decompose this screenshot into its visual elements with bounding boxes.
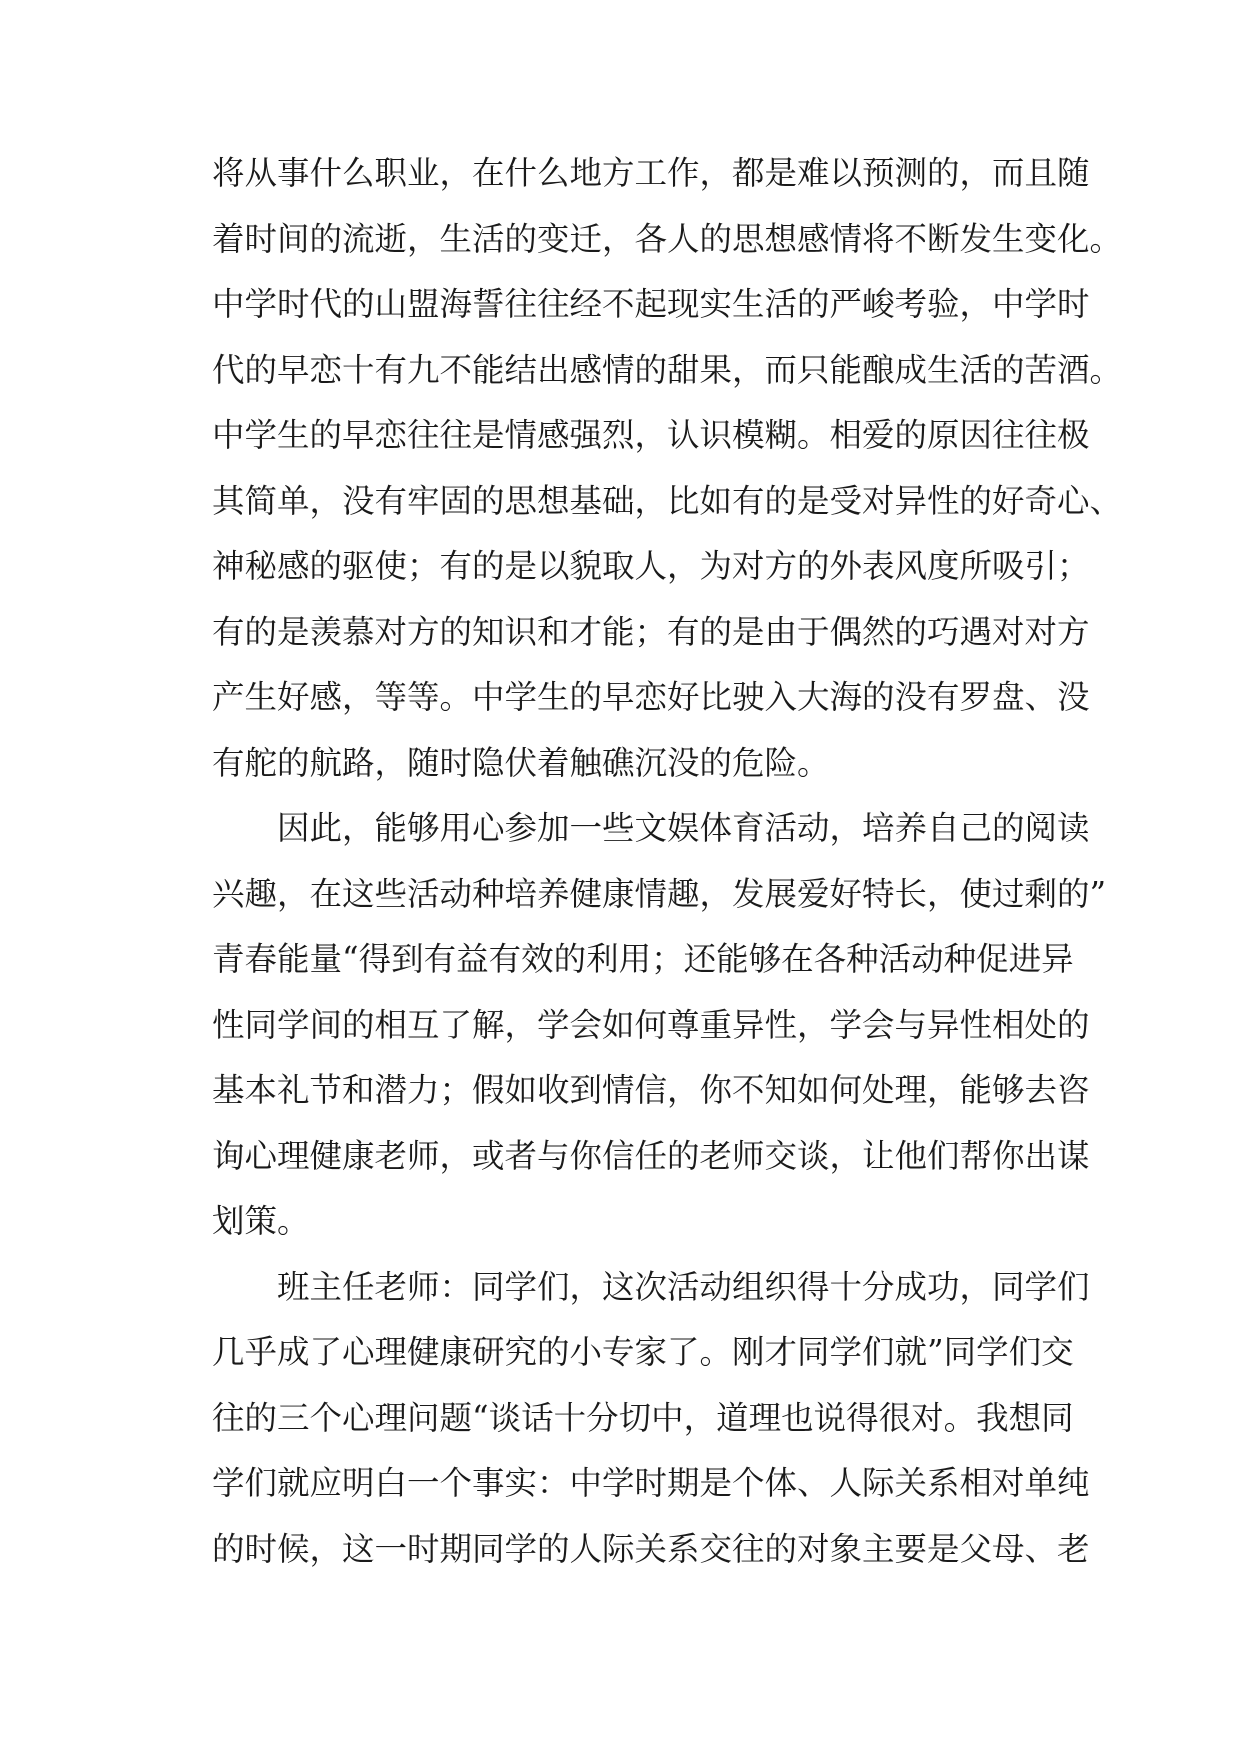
document-body — [212, 151, 1123, 1592]
text-line: 其简单，没有牢固的思想基础，比如有的是受对异性的好奇心、 — [212, 481, 1123, 520]
text-line: 的时候，这一时期同学的人际关系交往的对象主要是父母、老 — [212, 1529, 1090, 1568]
text-line: 中学生的早恋往往是情感强烈，认识模糊。相爱的原因往往极 — [212, 416, 1090, 454]
text-line: 划策。 — [212, 1202, 310, 1240]
text-line: 性同学间的相互了解，学会如何尊重异性，学会与异性相处的 — [212, 1005, 1090, 1044]
text-line: 代的早恋十有九不能结出感情的甜果，而只能酿成生活的苦酒。 — [212, 350, 1123, 389]
text-line: 有舵的航路，随时隐伏着触礁沉没的危险。 — [212, 743, 830, 782]
text-line: 青春能量“得到有益有效的利用；还能够在各种活动种促进异 — [212, 940, 1074, 978]
text-line: 基本礼节和潜力；假如收到情信，你不知如何处理，能够去咨 — [212, 1071, 1090, 1109]
text-line: 询心理健康老师，或者与你信任的老师交谈，让他们帮你出谋 — [212, 1136, 1090, 1175]
paragraph-1 — [212, 151, 1123, 786]
text-line: 有的是羡慕对方的知识和才能；有的是由于偶然的巧遇对对方 — [212, 612, 1090, 651]
text-line: 兴趣，在这些活动种培养健康情趣，发展爱好特长，使过剩的” — [212, 874, 1107, 913]
text-line: 几乎成了心理健康研究的小专家了。刚才同学们就”同学们交 — [212, 1333, 1074, 1371]
text-line: 学们就应明白一个事实：中学时期是个体、人际关系相对单纯 — [212, 1464, 1090, 1502]
text-line: 中学时代的山盟海誓往往经不起现实生活的严峻考验，中学时 — [212, 285, 1090, 323]
paragraph-3 — [212, 1265, 1090, 1572]
text-line: 产生好感，等等。中学生的早恋好比驶入大海的没有罗盘、没 — [212, 678, 1090, 716]
text-line: 神秘感的驱使；有的是以貌取人，为对方的外表风度所吸引； — [212, 547, 1090, 585]
paragraph-2 — [212, 806, 1107, 1244]
text-line: 因此，能够用心参加一些文娱体育活动，培养自己的阅读 — [277, 809, 1090, 847]
text-line: 着时间的流逝，生活的变迁，各人的思想感情将不断发生变化。 — [212, 219, 1123, 258]
text-line: 班主任老师：同学们，这次活动组织得十分成功，同学们 — [277, 1267, 1090, 1306]
text-line: 往的三个心理问题“谈话十分切中，道理也说得很对。我想同 — [212, 1398, 1074, 1437]
text-line: 将从事什么职业，在什么地方工作，都是难以预测的，而且随 — [212, 154, 1090, 192]
